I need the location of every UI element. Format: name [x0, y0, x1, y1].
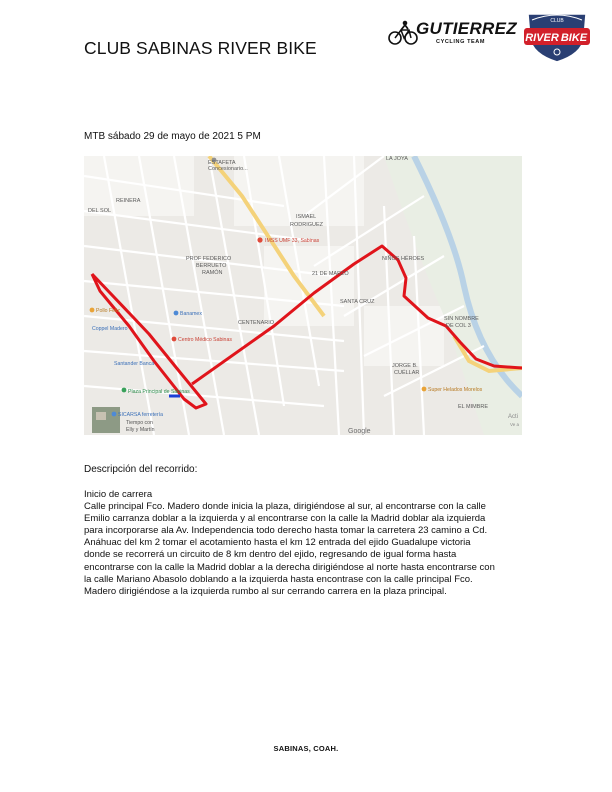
svg-text:RAMÓN: RAMÓN [202, 270, 223, 276]
svg-text:BIKE: BIKE [560, 32, 588, 44]
svg-text:Plaza Principal de Sabinas: Plaza Principal de Sabinas [128, 389, 190, 395]
description-line: para incorporarse ala Av. Independencia todo derecho hasta tomar la carretera 23 camino a Cd. [84, 525, 488, 537]
svg-text:Google: Google [348, 428, 371, 435]
svg-text:IMSS UMF 33, Sabinas: IMSS UMF 33, Sabinas [265, 238, 320, 244]
svg-text:DE COL 3: DE COL 3 [446, 323, 471, 329]
svg-text:Ve a: Ve a [510, 422, 520, 427]
start-label: Inicio de carrera [84, 489, 153, 500]
svg-text:RODRIGUEZ: RODRIGUEZ [290, 222, 323, 228]
cyclist-icon [388, 20, 418, 46]
svg-text:Banamex: Banamex [180, 311, 202, 317]
svg-text:ESTAFETA: ESTAFETA [208, 160, 236, 166]
svg-text:Concesionario...: Concesionario... [208, 166, 248, 172]
description-line: Calle principal Fco. Madero donde inicia la plaza, dirigiéndose al sur, al encontrarse con la calle [84, 501, 486, 513]
svg-text:Centro Médico Sabinas: Centro Médico Sabinas [178, 337, 232, 343]
svg-text:Tiempo con: Tiempo con [126, 420, 153, 426]
route-map [84, 156, 522, 435]
description-line: Emilio carranza doblar a la izquierda y al encontrarse con la calle la Madrid doblar ala izquierda [84, 513, 486, 525]
page-title: CLUB SABINAS RIVER BIKE [84, 38, 317, 58]
svg-text:NIÑOS HÉROES: NIÑOS HÉROES [382, 256, 425, 262]
description-line: Madero dirigiéndose a la izquierda rumbo al sur cerrando carrera en la plaza principal. [84, 585, 447, 597]
svg-text:CLUB: CLUB [550, 18, 564, 24]
svg-text:BERRUETO: BERRUETO [196, 263, 227, 269]
svg-text:JORGE B.: JORGE B. [392, 363, 418, 369]
svg-text:Elly y Martín: Elly y Martín [126, 427, 155, 433]
svg-text:PROF FEDERICO: PROF FEDERICO [186, 256, 232, 262]
svg-text:SICARSA ferretería: SICARSA ferretería [118, 412, 163, 418]
svg-text:RIVER: RIVER [525, 32, 559, 44]
logo-brand-text: GUTIERREZ [416, 19, 517, 38]
svg-text:21 DE MARZO: 21 DE MARZO [312, 271, 349, 277]
svg-text:CUÉLLAR: CUÉLLAR [394, 370, 420, 376]
svg-text:REINERA: REINERA [116, 198, 141, 204]
route-description [84, 489, 524, 598]
gutierrez-logo [388, 18, 517, 50]
svg-text:Santander Banca: Santander Banca [114, 361, 155, 367]
description-line: donde se recorrerá un circuito de 8 km dentro del ejido, regresando de igual forma hasta [84, 549, 457, 561]
svg-text:DEL SOL: DEL SOL [88, 208, 112, 214]
svg-text:Super Helados Morelos: Super Helados Morelos [428, 387, 483, 393]
svg-text:SANTA CRUZ: SANTA CRUZ [340, 299, 375, 305]
svg-text:SIN NOMBRE: SIN NOMBRE [444, 316, 479, 322]
svg-text:Acti: Acti [508, 414, 519, 420]
description-line: la calle Mariano Abasolo doblando a la izquierda hasta encontrase con la calle principal Fco. [84, 573, 473, 585]
event-subtitle: MTB sábado 29 de mayo de 2021 5 PM [84, 131, 261, 142]
river-bike-logo [522, 8, 592, 64]
svg-text:LA JOYA: LA JOYA [386, 156, 408, 162]
svg-text:Coppel Madero: Coppel Madero [92, 326, 128, 332]
logo-tagline: CYCLING TEAM [436, 39, 486, 45]
svg-text:Pollo Feliz: Pollo Feliz [96, 308, 120, 314]
description-line: encontrarse con la calle la Madrid doblar a la derecha dirigiéndose al norte hasta encontrarse con [84, 561, 495, 573]
footer-location: SABINAS, COAH. [273, 744, 339, 753]
svg-text:ISMAEL: ISMAEL [296, 214, 317, 220]
svg-text:CENTENARIO: CENTENARIO [238, 320, 275, 326]
description-heading: Descripción del recorrido: [84, 464, 198, 475]
svg-text:EL MIMBRE: EL MIMBRE [458, 404, 489, 410]
description-line: Anáhuac del km 2 tomar el acotamiento hasta el km 12 entrada del ejido Guadalupe victoria [84, 537, 471, 549]
